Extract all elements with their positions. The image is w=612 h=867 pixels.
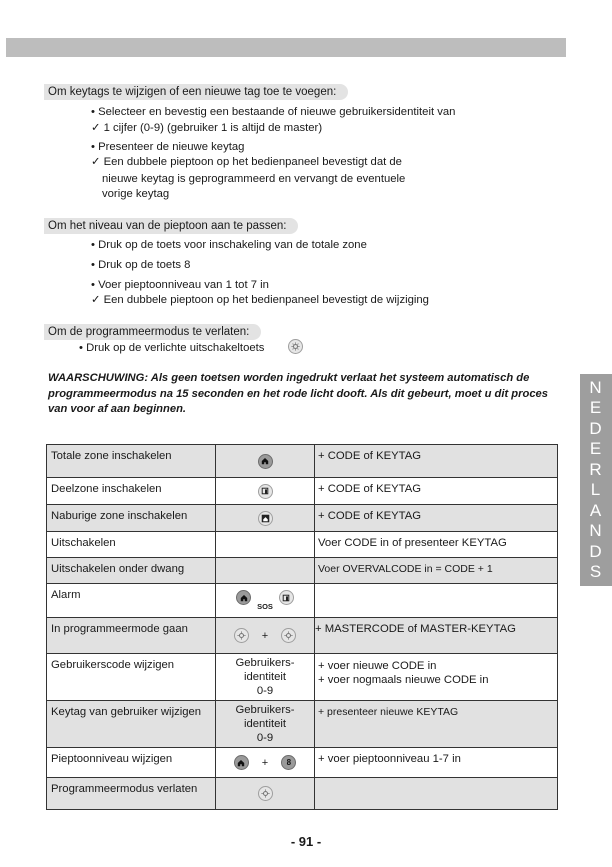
partial-zone-icon (258, 484, 273, 499)
row-action: Voer CODE in of presenteer KEYTAG (315, 532, 558, 558)
row-keys (216, 618, 315, 654)
row-keys (216, 778, 315, 810)
disarm-icon (234, 628, 249, 643)
row-action (315, 778, 558, 810)
side-tab-letter: D (589, 541, 603, 561)
neighbour-zone-icon (258, 511, 273, 526)
instruction-line: • Druk op de verlichte uitschakeltoets (79, 342, 265, 354)
language-side-tab (580, 374, 612, 586)
disarm-icon (281, 628, 296, 643)
sos-key-combo (216, 590, 314, 611)
table-row (47, 701, 558, 748)
disarm-key-icon (288, 339, 303, 354)
table-row (47, 584, 558, 618)
row-label: Uitschakelen onder dwang (47, 558, 216, 584)
key-8-icon: 8 (281, 755, 296, 770)
row-keys (216, 445, 315, 478)
row-label: Programmeermodus verlaten (47, 778, 216, 810)
confirmation-line: ✓ 1 cijfer (0-9) (gebruiker 1 is altijd de master) (91, 122, 323, 134)
side-tab-letter: N (589, 377, 603, 397)
row-action: Voer OVERVALCODE in = CODE + 1 (315, 558, 558, 584)
action-line: + voer nogmaals nieuwe CODE in (318, 674, 489, 686)
table-row (47, 478, 558, 505)
side-tab-letter: N (589, 521, 603, 540)
home-icon (236, 590, 251, 605)
instruction-line: • Presenteer de nieuwe keytag (91, 141, 245, 153)
row-label: Gebruikerscode wijzigen (47, 654, 216, 701)
side-tab-letter: E (589, 439, 603, 458)
side-tab-letter: S (589, 562, 603, 581)
plus-sign: + (261, 629, 269, 642)
action-line: + voer nieuwe CODE in (318, 660, 437, 672)
table-row (47, 748, 558, 778)
home-icon (234, 755, 249, 770)
side-tab-letter: L (590, 480, 602, 499)
partial-zone-icon (279, 590, 294, 605)
row-keys (216, 505, 315, 532)
home-icon (258, 454, 273, 469)
side-tab-letter: D (589, 418, 603, 438)
table-row (47, 532, 558, 558)
confirmation-line: nieuwe keytag is geprogrammeerd en vervangt de eventuele (102, 173, 406, 185)
row-keys (216, 532, 315, 558)
row-keys (216, 748, 315, 778)
side-tab-letter: R (589, 459, 603, 479)
row-keys (216, 584, 315, 618)
row-action: + voer pieptoonniveau 1-7 in (315, 748, 558, 778)
row-label: Alarm (47, 584, 216, 618)
confirmation-line: ✓ Een dubbele pieptoon op het bedienpaneel bevestigt dat de (91, 156, 402, 168)
table-row (47, 505, 558, 532)
row-action: + presenteer nieuwe KEYTAG (315, 701, 558, 748)
row-label: Pieptoonniveau wijzigen (47, 748, 216, 778)
instruction-line: • Selecteer en bevestig een bestaande of nieuwe gebruikersidentiteit van (91, 106, 456, 118)
disarm-icon (258, 786, 273, 801)
row-label: In programmeermode gaan (47, 618, 216, 654)
user-identity-label: Gebruikers-identiteit (235, 704, 295, 730)
page-number: - 91 - (290, 834, 322, 849)
confirmation-line: ✓ Een dubbele pieptoon op het bedienpaneel bevestigt de wijziging (91, 294, 429, 306)
side-tab-letter: A (589, 500, 603, 520)
user-identity-label: Gebruikers-identiteit (235, 657, 295, 683)
row-action: + MASTERCODE of MASTER-KEYTAG (315, 618, 558, 654)
instruction-line: • Druk op de toets voor inschakeling van de totale zone (91, 239, 367, 251)
plus-sign: + (261, 756, 269, 769)
row-action: + CODE of KEYTAG (315, 445, 558, 478)
section-heading-exit-program: Om de programmeermodus te verlaten: (44, 324, 261, 340)
row-label: Keytag van gebruiker wijzigen (47, 701, 216, 748)
warning-text: WAARSCHUWING: Als geen toetsen worden ingedrukt verlaat het systeem automatisch de programmeermodus na 15 seconden en het rode licht dooft. Als dit gebeurt, moet u dit proces van voor af aan beginnen. (48, 372, 548, 415)
confirmation-line: vorige keytag (102, 188, 170, 200)
user-identity-range: 0-9 (256, 685, 274, 697)
instruction-line: • Voer pieptoonniveau van 1 tot 7 in (91, 279, 269, 291)
row-action (315, 654, 558, 701)
row-action: + CODE of KEYTAG (315, 478, 558, 505)
row-label: Totale zone inschakelen (47, 445, 216, 478)
table-row (47, 445, 558, 478)
row-action (315, 584, 558, 618)
table-row (47, 654, 558, 701)
user-identity-range: 0-9 (256, 732, 274, 744)
row-label: Deelzone inschakelen (47, 478, 216, 505)
section-heading-beep-level: Om het niveau van de pieptoon aan te passen: (44, 218, 298, 234)
table-row (47, 618, 558, 654)
row-keys (216, 478, 315, 505)
row-middle (216, 701, 315, 748)
row-keys (216, 558, 315, 584)
table-row (47, 778, 558, 810)
row-middle (216, 654, 315, 701)
keypad-reference-table (46, 444, 558, 810)
row-label: Naburige zone inschakelen (47, 505, 216, 532)
row-label: Uitschakelen (47, 532, 216, 558)
header-bar (6, 38, 566, 57)
side-tab-letter: E (589, 398, 603, 417)
section-heading-keytags: Om keytags te wijzigen of een nieuwe tag toe te voegen: (44, 84, 348, 100)
sos-label: SOS (257, 602, 273, 611)
table-row (47, 558, 558, 584)
row-action: + CODE of KEYTAG (315, 505, 558, 532)
instruction-line: • Druk op de toets 8 (91, 259, 191, 271)
